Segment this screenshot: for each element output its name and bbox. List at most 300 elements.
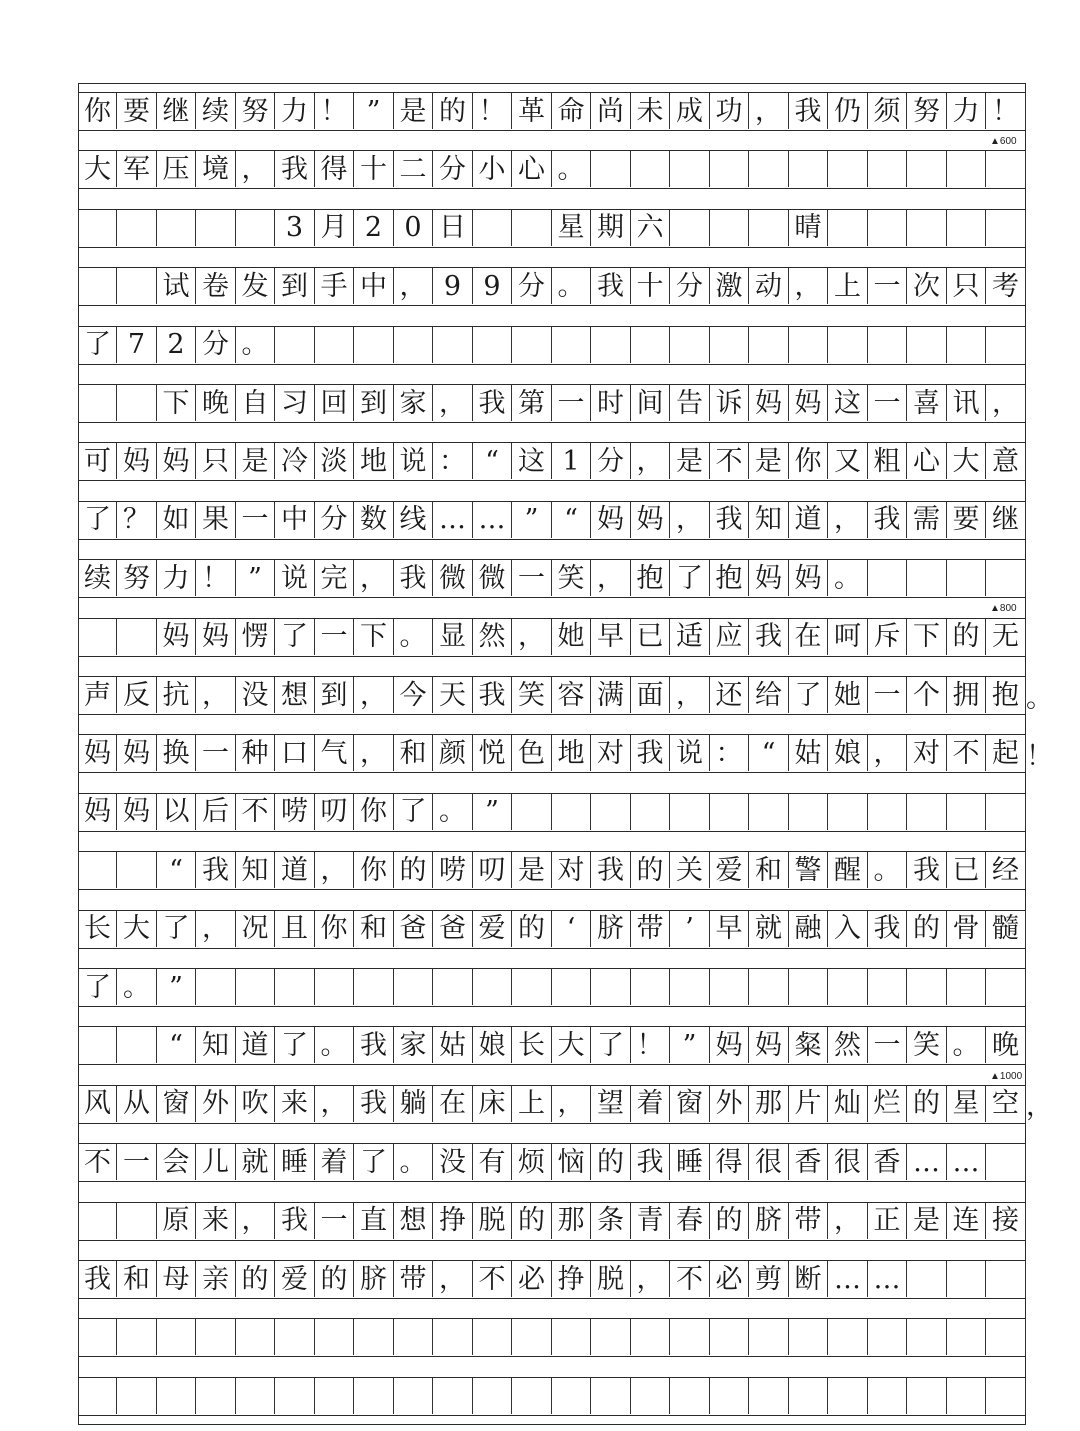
grid-cell: 长 [513,1027,552,1063]
grid-cell: 了 [355,1144,394,1180]
grid-cell: 骨 [947,911,986,947]
grid-cell: 续 [197,93,236,129]
word-count-marker: ▲800 [990,603,1017,614]
grid-cell: 分 [434,151,473,187]
grid-cell: 1 [552,443,591,479]
grid-cell [315,1319,354,1355]
grid-cell: 了 [276,1027,315,1063]
grid-cell: 不 [236,794,275,830]
grid-cell [829,151,868,187]
grid-cell: 激 [710,268,749,304]
grid-cell: 晴 [789,210,828,246]
grid-cell [868,1378,907,1414]
grid-cell: 我 [473,385,512,421]
grid-cell [908,327,947,363]
grid-cell: 那 [750,1086,789,1122]
grid-row [78,618,1026,657]
grid-cell: 月 [315,210,354,246]
grid-cell [473,210,512,246]
grid-cell: 。 [868,852,907,888]
grid-cell: 下 [908,619,947,655]
grid-cell: 你 [789,443,828,479]
grid-cell: 床 [473,1086,512,1122]
margin-punctuation [1026,1144,1052,1180]
grid-cell: 香 [789,1144,828,1180]
grid-cell [987,560,1026,596]
grid-cell: 上 [513,1086,552,1122]
grid-cell [631,1319,670,1355]
grid-cell: 的 [236,1261,275,1297]
grid-cell: 二 [394,151,433,187]
margin-punctuation [1026,327,1052,363]
grid-cell: 道 [236,1027,275,1063]
grid-row [78,1377,1026,1416]
grid-cell: 9 [434,268,473,304]
margin-punctuation [1026,1027,1052,1063]
grid-cell [197,210,236,246]
grid-cell [947,1319,986,1355]
grid-cell: 继 [987,502,1026,538]
grid-cell: 和 [750,852,789,888]
grid-cell: ” [473,794,512,830]
grid-cell: 2 [355,210,394,246]
grid-cell: 告 [671,385,710,421]
grid-cell: 母 [157,1261,196,1297]
grid-cell [987,151,1026,187]
grid-cell: 妈 [118,794,157,830]
grid-cell: 动 [750,268,789,304]
grid-cell: 笑 [552,560,591,596]
grid-cell: 下 [355,619,394,655]
grid-cell [908,1378,947,1414]
grid-cell: ， [394,268,433,304]
grid-cell: 淡 [315,443,354,479]
grid-cell [78,1378,117,1414]
grid-cell: 无 [987,619,1026,655]
grid-cell: 0 [394,210,433,246]
grid-cell: ！ [197,560,236,596]
grid-cell: 的 [513,911,552,947]
grid-cell: 压 [157,151,196,187]
grid-cell [592,794,631,830]
grid-cell: 她 [829,677,868,713]
grid-cell: 3 [276,210,315,246]
grid-cell [118,619,157,655]
grid-cell: 十 [355,151,394,187]
grid-cell: 大 [78,151,117,187]
grid-cell: ” [355,93,394,129]
grid-cell: ， [868,735,907,771]
grid-cell: 妈 [197,619,236,655]
grid-cell: … [868,1261,907,1297]
grid-cell [473,969,512,1005]
grid-row [78,968,1026,1007]
grid-cell: 我 [276,1203,315,1239]
grid-cell: “ [157,1027,196,1063]
grid-cell: 满 [592,677,631,713]
grid-cell: 说 [671,735,710,771]
grid-cell: 了 [789,677,828,713]
grid-cell: 我 [868,502,907,538]
margin-punctuation [1026,1378,1052,1414]
grid-row [78,793,1026,832]
grid-cell: 小 [473,151,512,187]
grid-cell: 我 [631,735,670,771]
grid-cell [671,327,710,363]
grid-cell: 知 [750,502,789,538]
grid-cell: 分 [671,268,710,304]
grid-cell [513,327,552,363]
grid-cell: 粲 [789,1027,828,1063]
grid-cell: 我 [789,93,828,129]
grid-cell [631,969,670,1005]
grid-cell: 果 [197,502,236,538]
grid-cell: 在 [434,1086,473,1122]
grid-cell: 我 [710,502,749,538]
grid-cell: 挣 [552,1261,591,1297]
grid-cell: 脐 [750,1203,789,1239]
grid-cell: 叨 [473,852,512,888]
grid-cell: 爱 [276,1261,315,1297]
grid-cell: 诉 [710,385,749,421]
grid-cell: 颜 [434,735,473,771]
grid-cell: 分 [592,443,631,479]
grid-cell: 已 [947,852,986,888]
grid-cell [908,794,947,830]
grid-cell: 脱 [592,1261,631,1297]
grid-cell [513,969,552,1005]
grid-cell: 没 [236,677,275,713]
grid-cell: 的 [947,619,986,655]
grid-cell: 只 [197,443,236,479]
grid-cell: ， [552,1086,591,1122]
grid-cell [355,1319,394,1355]
grid-cell: 春 [671,1203,710,1239]
grid-cell: … [908,1144,947,1180]
grid-cell: 继 [157,93,196,129]
grid-cell [78,619,117,655]
grid-cell [789,151,828,187]
grid-cell: 日 [434,210,473,246]
grid-cell: 在 [789,619,828,655]
grid-cell: ， [987,385,1026,421]
grid-cell [78,1203,117,1239]
grid-cell: 线 [394,502,433,538]
grid-cell: 妈 [157,619,196,655]
grid-cell [513,210,552,246]
grid-cell: 接 [987,1203,1026,1239]
grid-cell [710,151,749,187]
grid-cell: 尚 [592,93,631,129]
grid-cell: 睡 [276,1144,315,1180]
grid-cell: 是 [394,93,433,129]
grid-cell: 亲 [197,1261,236,1297]
grid-cell: 来 [276,1086,315,1122]
grid-cell [987,1144,1026,1180]
grid-cell: 。 [947,1027,986,1063]
grid-cell: 喜 [908,385,947,421]
grid-cell [908,151,947,187]
grid-cell [947,151,986,187]
grid-cell: 次 [908,268,947,304]
grid-cell [829,794,868,830]
grid-row [78,910,1026,949]
grid-cell: 不 [78,1144,117,1180]
grid-cell [473,327,512,363]
grid-cell: 儿 [197,1144,236,1180]
grid-cell: 一 [868,1027,907,1063]
grid-cell: 必 [710,1261,749,1297]
grid-cell [434,1319,473,1355]
margin-punctuation [1026,794,1052,830]
grid-cell: 家 [394,385,433,421]
margin-punctuation [1026,1319,1052,1355]
grid-cell: 须 [868,93,907,129]
grid-cell: 连 [947,1203,986,1239]
grid-cell: 。 [394,619,433,655]
grid-cell: 中 [355,268,394,304]
grid-row [78,851,1026,890]
grid-cell: 对 [592,735,631,771]
grid-cell [750,327,789,363]
grid-cell [157,210,196,246]
grid-row [78,559,1026,598]
grid-cell: 一 [118,1144,157,1180]
margin-punctuation: ， [1026,1091,1053,1123]
grid-cell: 我 [473,677,512,713]
grid-cell: 的 [592,1144,631,1180]
grid-cell: 不 [473,1261,512,1297]
grid-cell: 到 [276,268,315,304]
grid-cell: ！ [473,93,512,129]
grid-row [78,1202,1026,1241]
grid-cell: “ [750,735,789,771]
grid-cell [78,852,117,888]
grid-cell: 爱 [710,852,749,888]
grid-cell: 片 [789,1086,828,1122]
grid-cell: 融 [789,911,828,947]
grid-cell [118,1203,157,1239]
grid-cell [513,794,552,830]
grid-cell: “ [157,852,196,888]
grid-cell: 一 [197,735,236,771]
margin-punctuation [1026,502,1052,538]
grid-cell: 得 [710,1144,749,1180]
grid-cell: 没 [434,1144,473,1180]
grid-cell: 想 [276,677,315,713]
grid-cell: 显 [434,619,473,655]
grid-cell: 抱 [631,560,670,596]
grid-cell [671,1319,710,1355]
grid-cell [750,1378,789,1414]
margin-punctuation [1026,443,1052,479]
grid-cell: 了 [592,1027,631,1063]
grid-row [78,150,1026,189]
grid-cell [552,327,591,363]
grid-cell: ， [671,677,710,713]
grid-cell: 烂 [868,1086,907,1122]
grid-cell: 的 [631,852,670,888]
grid-row [78,676,1053,715]
grid-row [78,384,1026,423]
grid-cell: 香 [868,1144,907,1180]
grid-cell: “ [552,502,591,538]
grid-cell: 个 [908,677,947,713]
grid-cell: 第 [513,385,552,421]
grid-cell [394,1319,433,1355]
grid-cell: 意 [987,443,1026,479]
grid-cell [513,1319,552,1355]
grid-cell: ， [236,1203,275,1239]
grid-row [78,209,1026,248]
grid-cell [750,969,789,1005]
grid-cell: 和 [394,735,433,771]
grid-cell: 来 [197,1203,236,1239]
grid-cell: … [829,1261,868,1297]
grid-cell: 悦 [473,735,512,771]
grid-cell [276,969,315,1005]
margin-punctuation [1026,969,1052,1005]
grid-cell: 我 [592,268,631,304]
grid-cell [710,794,749,830]
grid-cell: 家 [394,1027,433,1063]
grid-cell [947,1261,986,1297]
grid-cell: 睡 [671,1144,710,1180]
grid-cell: 着 [315,1144,354,1180]
grid-cell [552,969,591,1005]
grid-cell: 正 [868,1203,907,1239]
grid-cell: 以 [157,794,196,830]
grid-cell [513,1378,552,1414]
grid-cell: 抱 [710,560,749,596]
grid-cell: 了 [78,327,117,363]
grid-cell: 这 [513,443,552,479]
grid-cell [197,1378,236,1414]
grid-cell: 不 [947,735,986,771]
grid-cell: 道 [276,852,315,888]
grid-cell [78,1319,117,1355]
grid-cell: 努 [236,93,275,129]
grid-cell: 心 [513,151,552,187]
grid-cell: 灿 [829,1086,868,1122]
margin-punctuation [1026,210,1052,246]
grid-cell: “ [473,443,512,479]
grid-cell: 声 [78,677,117,713]
grid-cell: 爸 [434,911,473,947]
margin-punctuation [1026,1261,1052,1297]
grid-cell: 妈 [750,385,789,421]
grid-cell: 需 [908,502,947,538]
grid-cell [829,1319,868,1355]
grid-cell: ， [631,1261,670,1297]
grid-cell [631,1378,670,1414]
grid-cell: 晚 [197,385,236,421]
margin-punctuation [1026,151,1052,187]
grid-cell: ” [671,1027,710,1063]
grid-cell: 自 [236,385,275,421]
grid-cell [197,1319,236,1355]
grid-cell: 知 [236,852,275,888]
grid-cell [276,1319,315,1355]
grid-cell: 起 [987,735,1026,771]
grid-cell: 直 [355,1203,394,1239]
grid-cell: 带 [631,911,670,947]
grid-cell: ， [829,502,868,538]
grid-cell: 。 [829,560,868,596]
grid-cell: 间 [631,385,670,421]
grid-cell: 分 [197,327,236,363]
grid-cell [315,969,354,1005]
margin-punctuation [1026,852,1052,888]
grid-cell: 努 [118,560,157,596]
grid-cell: ！ [987,93,1026,129]
grid-cell: 我 [908,852,947,888]
grid-cell [473,1319,512,1355]
grid-cell: ！ [631,1027,670,1063]
grid-cell: 说 [394,443,433,479]
grid-cell [118,268,157,304]
grid-cell [236,210,275,246]
grid-cell: 警 [789,852,828,888]
grid-cell: 这 [829,385,868,421]
grid-cell: 晚 [987,1027,1026,1063]
grid-cell: 军 [118,151,157,187]
grid-cell: 力 [157,560,196,596]
grid-cell: 躺 [394,1086,433,1122]
grid-cell [987,210,1026,246]
grid-cell: 带 [789,1203,828,1239]
grid-cell [434,327,473,363]
grid-cell: 妈 [78,794,117,830]
grid-cell [118,1378,157,1414]
grid-cell [710,969,749,1005]
grid-cell: 很 [829,1144,868,1180]
grid-cell: 髓 [987,911,1026,947]
grid-cell [750,1319,789,1355]
grid-cell: 望 [592,1086,631,1122]
word-count-marker: ▲1000 [990,1071,1023,1082]
grid-cell: ， [513,619,552,655]
grid-cell: 又 [829,443,868,479]
grid-cell: 外 [197,1086,236,1122]
grid-cell: 然 [473,619,512,655]
grid-cell: 原 [157,1203,196,1239]
grid-cell: 我 [750,619,789,655]
grid-cell: 带 [394,1261,433,1297]
grid-cell: 爸 [394,911,433,947]
grid-cell [118,385,157,421]
grid-cell: 我 [197,852,236,888]
grid-cell: 你 [355,794,394,830]
grid-cell: 是 [513,852,552,888]
grid-cell: 斥 [868,619,907,655]
grid-cell [355,969,394,1005]
grid-cell [671,151,710,187]
grid-cell: 脱 [473,1203,512,1239]
grid-cell [552,794,591,830]
grid-cell: 了 [157,911,196,947]
grid-cell [750,794,789,830]
grid-cell: 知 [197,1027,236,1063]
grid-cell: 妈 [118,735,157,771]
grid-cell: 我 [394,560,433,596]
grid-cell: 冷 [276,443,315,479]
margin-punctuation [1026,911,1052,947]
grid-cell: 大 [552,1027,591,1063]
grid-cell [315,327,354,363]
grid-cell: 星 [552,210,591,246]
grid-cell [473,1378,512,1414]
